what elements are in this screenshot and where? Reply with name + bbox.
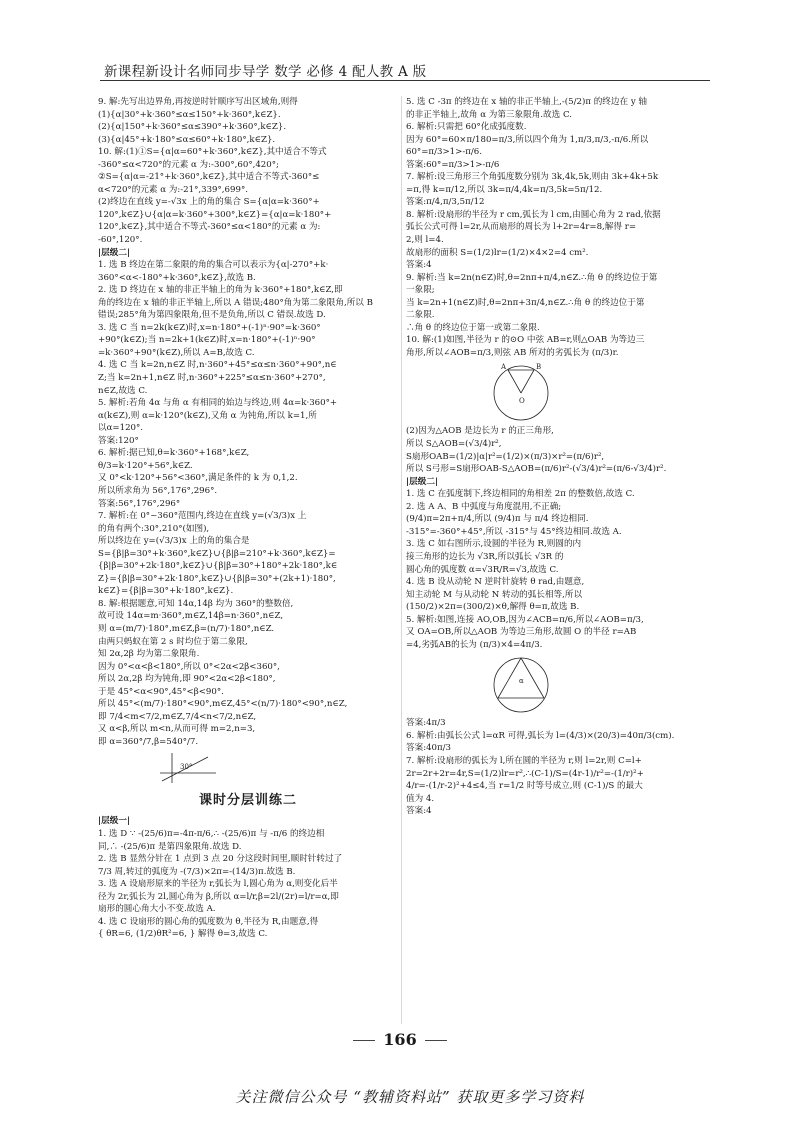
figure-label-o: O bbox=[519, 397, 525, 406]
text-line: |层级二| bbox=[98, 247, 131, 258]
text-line: 一象限; bbox=[406, 285, 435, 296]
text-line: 120°,k∈Z}∪{α|α=k·360°+300°,k∈Z}={α|α=k·180°+ bbox=[98, 209, 332, 220]
text-line: 故扇形的面积 S=(1/2)lr=(1/2)×4×2=4 cm². bbox=[406, 247, 589, 258]
text-line: Z}={β|β=30°+2k·180°,k∈Z}∪{β|β=30°+(2k+1)·180°, bbox=[98, 573, 336, 584]
text-line: 4. 选 C 设扇形的圆心角的弧度数为 θ,半径为 R,由题意,得 bbox=[98, 916, 319, 927]
text-line: 7. 解析:在 0°~360°范围内,终边在直线 y=(√3/3)x 上 bbox=[98, 511, 307, 522]
text-line: 所以 S△AOB=(√3/4)r², bbox=[406, 439, 502, 450]
text-line: S扇形OAB=(1/2)|α|r²=(1/2)×(π/3)×r²=(π/6)r², bbox=[406, 451, 605, 462]
left-column-text bbox=[98, 96, 398, 748]
text-line: 又 α<β,所以 m<n,从而可得 m=2,n=3, bbox=[98, 724, 256, 735]
text-line: 2. 选 A A、B 中弧度与角度混用,不正确; bbox=[406, 501, 562, 512]
text-line: 答案:4 bbox=[406, 806, 432, 817]
text-line: 10. 解:(1)①S={α|α=60°+k·360°,k∈Z},其中适合不等式 bbox=[98, 147, 327, 158]
text-line: 由两只蚂蚁在第 2 s 时均位于第二象限, bbox=[98, 636, 248, 647]
text-line: 9. 解析:当 k=2n(n∈Z)时,θ=2nπ+π/4,n∈Z.∴角 θ 的终边位于第 bbox=[406, 272, 658, 283]
text-line: 7. 解析:设扇形的弧长为 l,所在圆的半径为 r,则 l=2r,则 C=l+ bbox=[406, 755, 642, 766]
text-line: 则 α=(m/7)·180°,m∈Z,β=(n/7)·180°,n∈Z. bbox=[98, 623, 275, 634]
text-line: 答案:4π/3 bbox=[406, 718, 446, 729]
text-line: 2. 选 B 显然分针在 1 点到 3 点 20 分这段时间里,顺时针转过了 bbox=[98, 854, 343, 865]
text-line: 3. 选 C 当 n=2k(k∈Z)时,x=n·180°+(-1)ⁿ·90°=k·360° bbox=[98, 322, 321, 333]
text-line: (1){α|30°+k·360°≤α≤150°+k·360°,k∈Z}. bbox=[98, 109, 281, 120]
text-line: 又 OA=OB,所以△AOB 为等边三角形,故圆 O 的半径 r=AB bbox=[406, 627, 637, 638]
figure-circle-chord bbox=[486, 361, 556, 423]
text-line: 5. 解析:若角 4α 与角 α 有相同的始边与终边,则 4α=k·360°+ bbox=[98, 398, 338, 409]
text-line: 10. 解:(1)如图,半径为 r 的⊙O 中弦 AB=r,则△OAB 为等边三 bbox=[406, 335, 645, 346]
text-line: 答案:40π/3 bbox=[406, 743, 452, 754]
right-column bbox=[406, 96, 704, 1024]
text-line: 以α=120°. bbox=[98, 423, 144, 434]
text-line: 7/3 周,转过的弧度为 -(7/3)×2π=-(14/3)π.故选 B. bbox=[98, 866, 296, 877]
text-line: +90°(k∈Z);当 n=2k+1(k∈Z)时,x=n·180°+(-1)ⁿ·90° bbox=[98, 335, 316, 346]
text-line: 4/r=-(1/r-2)²+4≤4,当 r=1/2 时等号成立,则 (C-1)/S 的最大 bbox=[406, 781, 643, 792]
text-line: 120°,k∈Z},其中适合不等式-360°≤α<180°的元素 α 为: bbox=[98, 222, 321, 233]
text-line: 5. 解析:如图,连接 AO,OB,因为∠ACB=π/6,所以∠AOB=π/3, bbox=[406, 614, 644, 625]
text-line: 二象限. bbox=[406, 310, 435, 321]
text-line: =k·360°+90°(k∈Z),所以 A=B,故选 C. bbox=[98, 347, 255, 358]
text-line: 径为 2r,弧长为 2l,圆心角为 β,所以 α=l/r,β=2l/(2r)=l/r=α,即 bbox=[98, 891, 339, 902]
text-line: 圆心角的弧度数 α=√3R/R=√3,故选 C. bbox=[406, 564, 559, 575]
figure-label-a: A bbox=[501, 363, 507, 372]
left-column-text-2 bbox=[98, 815, 398, 940]
column-divider bbox=[401, 96, 402, 1024]
text-line: θ/3=k·120°+56°,k∈Z. bbox=[98, 460, 193, 471]
text-line: (2){α|150°+k·360°≤α≤390°+k·360°,k∈Z}. bbox=[98, 122, 287, 133]
text-line: 1. 选 D ∵ -(25/6)π=-4π-π/6,∴ -(25/6)π 与 -π/6 的终边相 bbox=[98, 828, 325, 839]
text-line: 又 0°<k·120°+56°<360°,满足条件的 k 为 0,1,2. bbox=[98, 473, 298, 484]
text-line: 错误;285°角为第四象限角,但不是负角,所以 C 错误.故选 D. bbox=[98, 310, 326, 321]
text-line: 6. 解析:只需把 60°化成弧度数. bbox=[406, 122, 527, 133]
text-line: 5. 选 C -3π 的终边在 x 轴的非正半轴上,-(5/2)π 的终边在 y 轴 bbox=[406, 97, 647, 107]
text-line: 因为 60°=60×π/180=π/3,所以四个角为 1,π/3,π/3,-π/6.所以 bbox=[406, 134, 649, 145]
text-line: |层级一| bbox=[98, 816, 131, 827]
text-line: -60°,120°. bbox=[98, 235, 143, 246]
text-line: (9/4)π=2π+π/4,所以 (9/4)π 与 π/4 终边相同. bbox=[406, 514, 589, 525]
page-header bbox=[100, 56, 710, 81]
section-title: 课时分层训练二 bbox=[198, 793, 297, 809]
text-line: 4. 选 B 设从动轮 N 逆时针旋转 θ rad,由题意, bbox=[406, 577, 585, 588]
text-line: 的角有两个:30°,210°(如图), bbox=[98, 523, 210, 534]
text-line: ②S={α|α=-21°+k·360°,k∈Z},其中适合不等式-360°≤ bbox=[98, 172, 320, 183]
text-line: 即 α=360°/7,β=540°/7. bbox=[98, 736, 199, 747]
text-line: 即 7/4<m<7/2,m∈Z,7/4<n<7/2,n∈Z, bbox=[98, 711, 257, 722]
text-line: 7. 解析:设三角形三个角弧度数分别为 3k,4k,5k,则由 3k+4k+5k bbox=[406, 172, 659, 183]
figure-angle-30 bbox=[158, 751, 218, 785]
text-line: 角形,所以∠AOB=π/3,则弦 AB 所对的劣弧长为 (π/3)r. bbox=[406, 347, 619, 358]
text-line: -360°≤α<720°的元素 α 为:-300°,60°,420°; bbox=[98, 159, 279, 170]
text-line: 1. 选 C 在弧度制下,终边相同的角相差 2π 的整数倍,故选 C. bbox=[406, 489, 635, 500]
text-line: 8. 解析:设扇形的半径为 r cm,弧长为 l cm,由圆心角为 2 rad,依据 bbox=[406, 209, 661, 220]
page-number: 166 bbox=[320, 1030, 480, 1052]
text-line: 知主动轮 M 与从动轮 N 转动的弧长相等,所以 bbox=[406, 589, 583, 600]
text-line: 8. 解:根据题意,可知 14α,14β 均为 360°的整数倍, bbox=[98, 598, 294, 609]
text-line: 9. 解:先写出边界角,再按逆时针顺序写出区域角,则得 bbox=[98, 97, 298, 107]
text-line: 于是 45°<α<90°,45°<β<90°. bbox=[98, 686, 224, 697]
figure-alpha-label: α bbox=[519, 677, 524, 686]
text-line: (3){α|45°+k·180°≤α≤60°+k·180°,k∈Z}. bbox=[98, 134, 276, 145]
figure-inscribed-triangle bbox=[486, 653, 556, 715]
text-line: 扇形的圆心角大小不变.故选 A. bbox=[98, 904, 216, 915]
text-line: 所以 S弓形=S扇形OAB-S△AOB=(π/6)r²-(√3/4)r²=(π/6-√3/4)r². bbox=[406, 464, 667, 475]
text-line: (150/2)×2π=(300/2)×θ,解得 θ=π,故选 B. bbox=[406, 602, 580, 613]
text-line: α<720°的元素 α 为:-21°,339°,699°. bbox=[98, 184, 248, 195]
text-line: 值为 4. bbox=[406, 793, 435, 804]
text-line: α(k∈Z),则 α=k·120°(k∈Z),又角 α 为钝角,所以 k=1,所 bbox=[98, 410, 317, 421]
text-line: { θR=6, (1/2)θR²=6, } 解得 θ=3,故选 C. bbox=[98, 929, 268, 940]
text-line: 同,∴ -(25/6)π 是第四象限角.故选 D. bbox=[98, 841, 242, 852]
text-line: 2r=2r+2r=4r,S=(1/2)lr=r²,∴(C-1)/S=(4r-1)/r²=-(1/r)²+ bbox=[406, 768, 644, 779]
figure-label-b: B bbox=[536, 363, 542, 372]
right-column-text-3 bbox=[406, 717, 704, 817]
text-line: (2)因为△AOB 是边长为 r 的正三角形, bbox=[406, 426, 554, 437]
text-line: =π,得 k=π/12,所以 3k=π/4,4k=π/3,5k=5π/12. bbox=[406, 184, 603, 195]
text-line: 所以终边在 y=(√3/3)x 上的角的集合是 bbox=[98, 536, 250, 547]
text-line: |层级二| bbox=[406, 476, 439, 487]
text-line: 3. 选 C 如右图所示,设圆的半径为 R,则圆的内 bbox=[406, 539, 582, 550]
right-column-text bbox=[406, 96, 704, 359]
text-line: 当 k=2n+1(n∈Z)时,θ=2nπ+3π/4,n∈Z.∴角 θ 的终边位于第 bbox=[406, 297, 645, 308]
text-line: 60°=π/3>1>-π/6. bbox=[406, 147, 482, 158]
text-line: ∴角 θ 的终边位于第一或第二象限. bbox=[406, 322, 540, 333]
text-line: 6. 解析:由弧长公式 l=αR 可得,弧长为 l=(4/3)×(20/3)=40π/3(cm). bbox=[406, 730, 675, 741]
text-line: 接三角形的边长为 √3R,所以弧长 √3R 的 bbox=[406, 551, 564, 562]
header-title: 新课程新设计名师同步导学 数学 必修 4 配人教 A 版 bbox=[104, 64, 427, 80]
text-line: 的非正半轴上,故角 α 为第三象限角.故选 C. bbox=[406, 109, 572, 120]
text-line: 所以 2α,2β 均为钝角,即 90°<2α<2β<180°, bbox=[98, 674, 276, 685]
text-line: 2,则 l=4. bbox=[406, 235, 444, 246]
text-line: k∈Z}={β|β=30°+k·180°,k∈Z}. bbox=[98, 586, 234, 597]
figure-angle-label: 30° bbox=[180, 763, 193, 772]
text-line: 弧长公式可得 l=2r,从而扇形的周长为 l+2r=4r=8,解得 r= bbox=[406, 222, 637, 233]
text-line: {β|β=30°+2k·180°,k∈Z}∪{β|β=30°+180°+2k·180°,k∈ bbox=[98, 561, 338, 572]
text-line: 3. 选 A 设扇形原来的半径为 r,弧长为 l,圆心角为 α,则变化后半 bbox=[98, 879, 338, 890]
text-line: 答案:π/4,π/3,5π/12 bbox=[406, 197, 485, 208]
text-line: 4. 选 C 当 k=2n,n∈Z 时,n·360°+45°≤α≤n·360°+90°,n∈ bbox=[98, 360, 337, 371]
text-line: (2)终边在直线 y=-√3x 上的角的集合 S={α|α=k·360°+ bbox=[98, 197, 320, 208]
text-line: 知 2α,2β 均为第二象限角. bbox=[98, 649, 200, 660]
text-line: 因为 0°<α<β<180°,所以 0°<2α<2β<360°, bbox=[98, 661, 280, 672]
text-line: n∈Z,故选 C. bbox=[98, 385, 148, 396]
text-line: 答案:60°=π/3>1>-π/6 bbox=[406, 159, 500, 170]
text-line: 1. 选 B 终边在第二象限的角的集合可以表示为{α|-270°+k· bbox=[98, 260, 329, 271]
text-line: 故可设 14α=m·360°,m∈Z,14β=n·360°,n∈Z, bbox=[98, 611, 284, 622]
text-line: 角的终边在 x 轴的非正半轴上,所以 A 错误;480°角为第二象限角,所以 B bbox=[98, 297, 373, 308]
text-line: 答案:120° bbox=[98, 435, 139, 446]
text-line: S={β|β=30°+k·360°,k∈Z}∪{β|β=210°+k·360°,k∈Z}= bbox=[98, 548, 336, 559]
text-line: Z;当 k=2n+1,n∈Z 时,n·360°+225°≤α≤n·360°+270°, bbox=[98, 373, 326, 384]
footer-note: 关注微信公众号 “教辅资料站” 获取更多学习资料 bbox=[235, 1088, 585, 1106]
text-line: =4,劣弧AB的长为 (π/3)×4=4π/3. bbox=[406, 639, 543, 650]
text-line: -315°=-360°+45°,所以 -315°与 45°终边相同.故选 A. bbox=[406, 526, 622, 537]
text-line: 所以 45°<(m/7)·180°<90°,m∈Z,45°<(n/7)·180°<90°,n∈Z, bbox=[98, 699, 348, 710]
left-column bbox=[98, 96, 398, 1024]
text-line: 答案:56°,176°,296° bbox=[98, 498, 181, 509]
right-column-text-2 bbox=[406, 425, 704, 651]
text-line: 所以所求角为 56°,176°,296°. bbox=[98, 485, 218, 496]
text-line: 6. 解析:据已知,θ=k·360°+168°,k∈Z, bbox=[98, 448, 250, 459]
text-line: 360°<α<-180°+k·360°,k∈Z},故选 B. bbox=[98, 272, 256, 283]
text-line: 2. 选 D 终边在 x 轴的非正半轴上的角为 k·360°+180°,k∈Z,即 bbox=[98, 285, 343, 296]
text-line: 答案:4 bbox=[406, 260, 432, 271]
